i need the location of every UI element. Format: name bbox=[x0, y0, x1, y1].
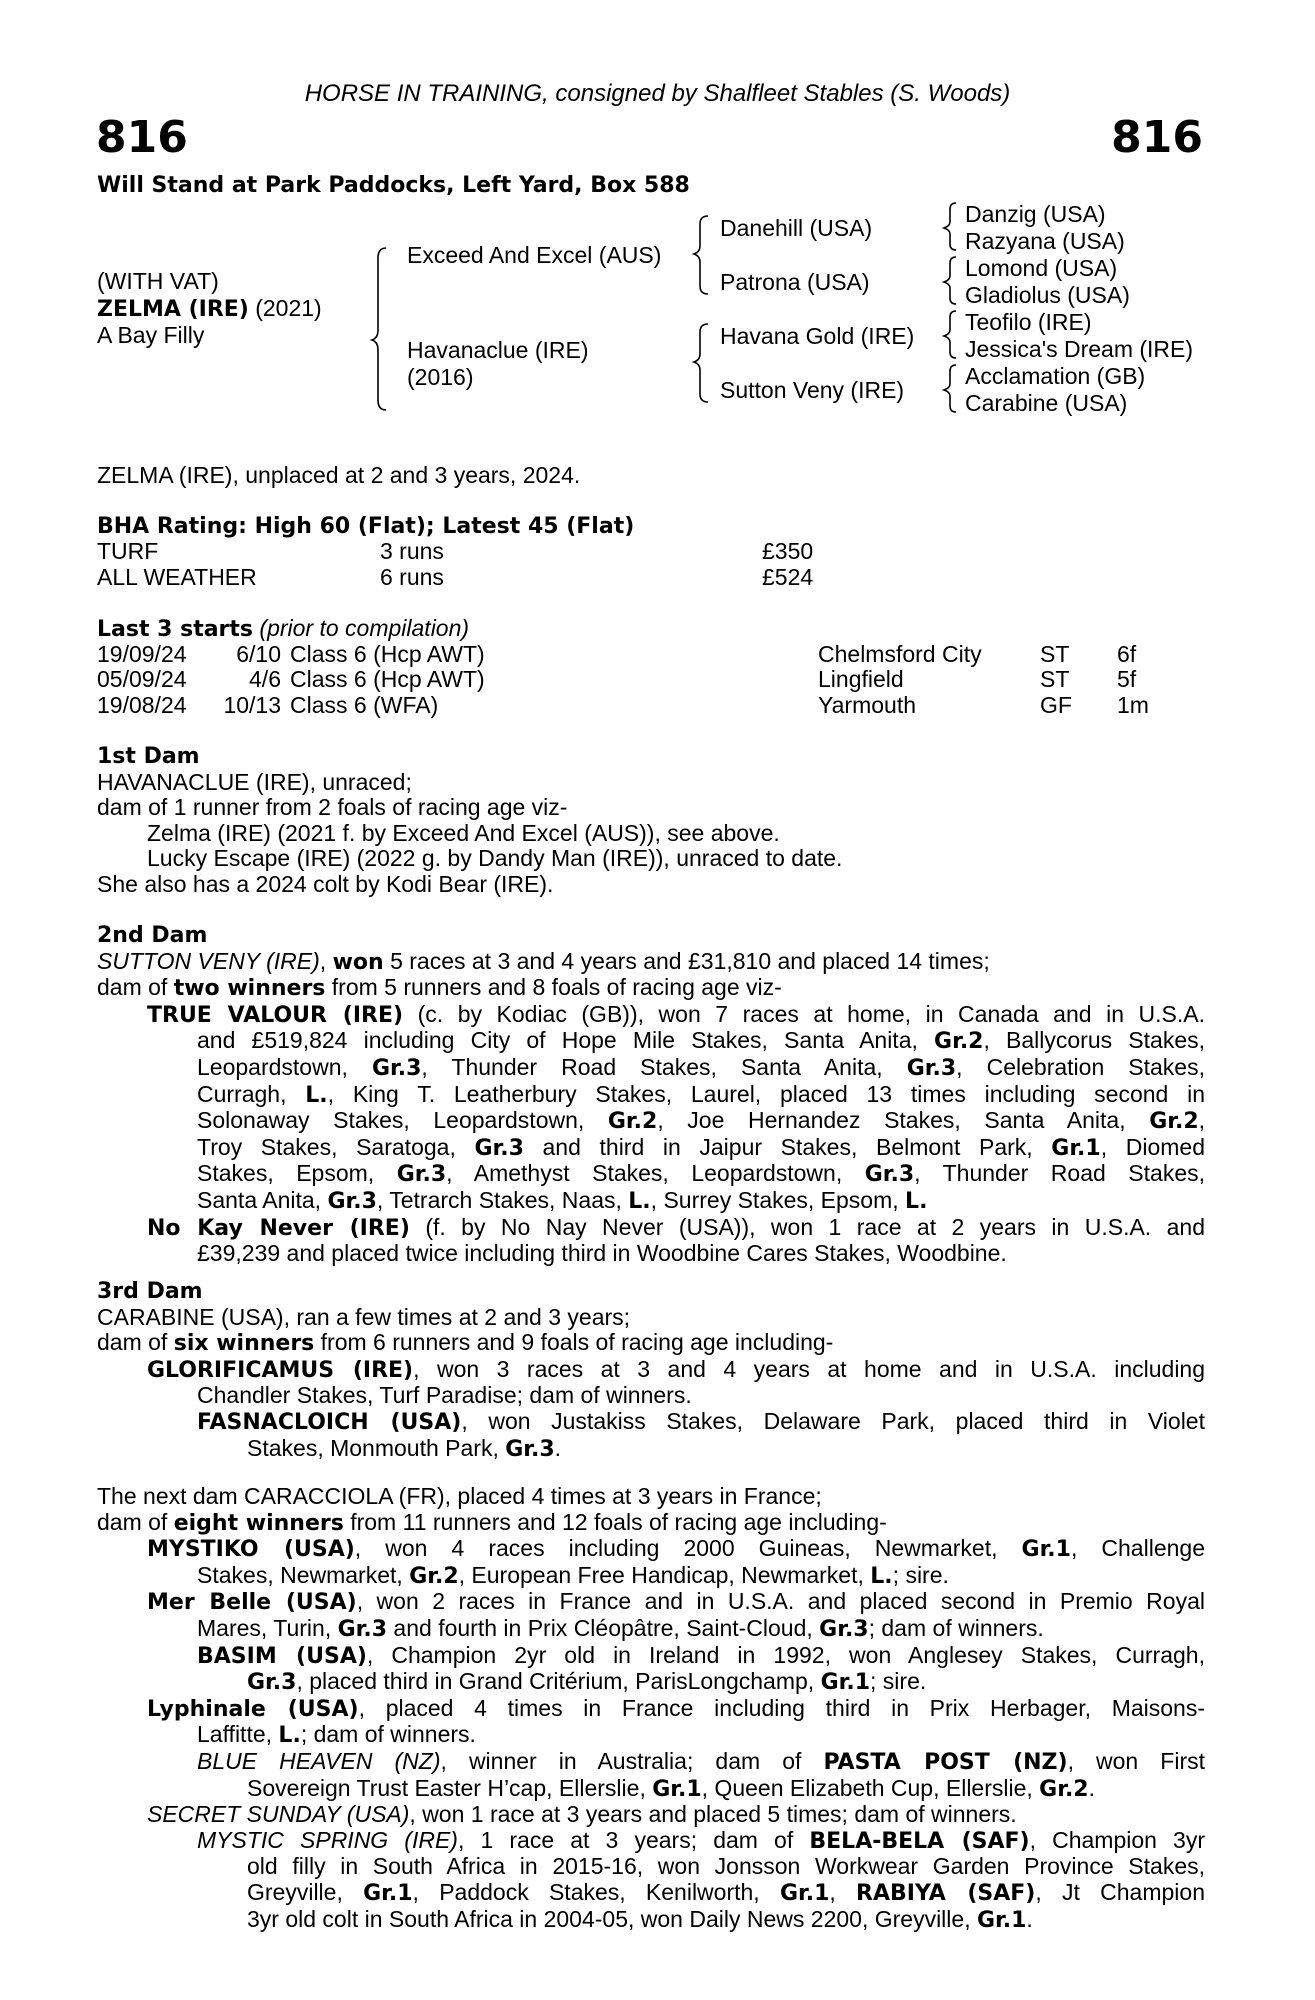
text: and £519,824 including City of Hope Mile Stakes, Santa Anita, bbox=[197, 1027, 935, 1054]
grade: Gr.3 bbox=[474, 1135, 524, 1161]
second-dam-produce-intro bbox=[97, 975, 1205, 1002]
blue-heaven-name: BLUE HEAVEN (NZ) bbox=[197, 1747, 441, 1774]
mystic-spring-line-3 bbox=[97, 1880, 1205, 1907]
blue-heaven-line-1 bbox=[97, 1749, 1205, 1776]
first-dam-produce-2: Lucky Escape (IRE) (2022 g. by Dandy Man (IRE)), unraced to date. bbox=[147, 845, 843, 872]
text: (c. by Kodiac (GB)), won 7 races at home, in Canada and in U.S.A. bbox=[403, 1000, 1205, 1027]
glorificamus-name: GLORIFICAMUS (IRE) bbox=[147, 1357, 414, 1383]
last-starts-heading-line bbox=[97, 616, 469, 643]
second-dam-won: won bbox=[332, 949, 384, 975]
start-1-race: Class 6 (Hcp AWT) bbox=[290, 641, 485, 667]
grade: Gr.3 bbox=[371, 1055, 422, 1081]
grade: Gr.1 bbox=[976, 1907, 1027, 1933]
start-2-course: Lingfield bbox=[818, 666, 904, 692]
text: , placed third in Grand Critérium, ParisLongchamp, bbox=[296, 1668, 821, 1695]
text: Stakes, Monmouth Park, bbox=[247, 1434, 506, 1461]
basim-name: BASIM (USA) bbox=[197, 1643, 367, 1669]
grade: L. bbox=[305, 1082, 328, 1108]
third-dam-heading: 3rd Dam bbox=[97, 1279, 203, 1304]
text: (f. by No Nay Never (USA)), won 1 race at 2 years in U.S.A. and bbox=[409, 1213, 1206, 1240]
rating-aw-runs: 6 runs bbox=[380, 564, 444, 590]
mystiko-name: MYSTIKO (USA) bbox=[147, 1537, 355, 1563]
text: , bbox=[1198, 1107, 1206, 1134]
mer-belle-line-2 bbox=[97, 1616, 1205, 1643]
pedigree-dam-dam: Sutton Veny (IRE) bbox=[720, 377, 905, 403]
true-valour-line-6 bbox=[97, 1135, 1205, 1162]
first-dam-produce-intro: dam of 1 runner from 2 foals of racing age viz- bbox=[97, 794, 568, 821]
text: , won Justakiss Stakes, Delaware Park, placed third in Violet bbox=[461, 1407, 1205, 1434]
pedigree-sire: Exceed And Excel (AUS) bbox=[407, 242, 662, 268]
grade: Gr.3 bbox=[505, 1436, 555, 1462]
first-dam-produce-1: Zelma (IRE) (2021 f. by Exceed And Excel (AUS)), see above. bbox=[147, 819, 780, 846]
pedigree-g4-4: Gladiolus (USA) bbox=[965, 282, 1130, 308]
grade: Gr.3 bbox=[864, 1162, 915, 1188]
mystic-spring-line-2: old filly in South Africa in 2015-16, won Jonsson Workwear Garden Province Stakes, bbox=[247, 1853, 1205, 1880]
text: Troy Stakes, Saratoga, bbox=[197, 1133, 475, 1160]
winners-count: six winners bbox=[173, 1331, 315, 1357]
grade: Gr.1 bbox=[363, 1880, 413, 1906]
text: Laffitte, bbox=[197, 1721, 279, 1748]
bha-rating-heading: BHA Rating: High 60 (Flat); Latest 45 (Flat) bbox=[97, 514, 635, 539]
start-1-position: 6/10 bbox=[236, 641, 281, 667]
text: dam of bbox=[97, 1508, 174, 1535]
second-dam-name: SUTTON VENY (IRE) bbox=[97, 947, 320, 974]
mer-belle-name: Mer Belle (USA) bbox=[147, 1590, 357, 1616]
lyphinale-line-1 bbox=[97, 1696, 1205, 1723]
pasta-post-name: PASTA POST (NZ) bbox=[823, 1749, 1068, 1775]
fasnacloich-line-1 bbox=[97, 1409, 1205, 1436]
basim-line-2 bbox=[97, 1669, 1205, 1696]
start-2-distance: 5f bbox=[1117, 666, 1137, 692]
pedigree-g4-8: Carabine (USA) bbox=[965, 390, 1128, 416]
text: . bbox=[1088, 1774, 1095, 1801]
true-valour-line-8 bbox=[97, 1188, 1205, 1215]
grade: Gr.1 bbox=[820, 1670, 871, 1696]
text: ; dam of winners. bbox=[300, 1721, 476, 1748]
rating-turf-surface: TURF bbox=[97, 538, 159, 564]
next-dam-produce-intro bbox=[97, 1510, 1205, 1537]
grade: L. bbox=[278, 1723, 301, 1749]
text: from 11 runners and 12 foals of racing age including- bbox=[343, 1508, 887, 1535]
text: 3yr old colt in South Africa in 2004-05, won Daily News 2200, Greyville, bbox=[247, 1905, 977, 1932]
pedigree-g4-2: Razyana (USA) bbox=[965, 228, 1125, 254]
text: , Jt Champion bbox=[1035, 1878, 1205, 1905]
true-valour-line-3 bbox=[97, 1055, 1205, 1082]
grade: Gr.3 bbox=[396, 1162, 447, 1188]
start-1-course: Chelmsford City bbox=[818, 641, 982, 667]
lyphinale-name: Lyphinale (USA) bbox=[147, 1696, 359, 1722]
winners-count: eight winners bbox=[173, 1510, 344, 1536]
text: , Surrey Stakes, Epsom, bbox=[650, 1186, 906, 1213]
true-valour-line-4 bbox=[97, 1082, 1205, 1109]
vat-status: (WITH VAT) bbox=[97, 268, 219, 294]
text: from 5 runners and 8 foals of racing age viz- bbox=[325, 974, 782, 1001]
mystiko-line-1 bbox=[97, 1536, 1205, 1563]
glorificamus-line-1 bbox=[97, 1357, 1205, 1384]
no-kay-never-line-1 bbox=[97, 1215, 1205, 1242]
text: and fourth in Prix Cléopâtre, Saint-Cloud, bbox=[387, 1614, 820, 1641]
grade: Gr.2 bbox=[409, 1563, 459, 1589]
first-dam-section bbox=[97, 744, 1205, 898]
rating-aw-earnings: £524 bbox=[762, 564, 814, 590]
text: dam of bbox=[97, 974, 174, 1001]
grade: Gr.2 bbox=[1039, 1776, 1089, 1802]
start-2-going: ST bbox=[1040, 666, 1070, 692]
true-valour-line-2 bbox=[97, 1028, 1205, 1055]
text: dam of bbox=[97, 1329, 174, 1356]
horse-year: (2021) bbox=[255, 295, 322, 321]
second-dam-line: SUTTON VENY (IRE), won 5 races at 3 and 4 years and £31,810 and placed 14 times; bbox=[97, 947, 990, 975]
text: . bbox=[1026, 1905, 1033, 1932]
true-valour-name: TRUE VALOUR (IRE) bbox=[147, 1002, 404, 1028]
second-dam-record: 5 races at 3 and 4 years and £31,810 and placed 14 times; bbox=[383, 947, 990, 974]
no-kay-never-name: No Kay Never (IRE) bbox=[147, 1215, 410, 1241]
text: Stakes, Newmarket, bbox=[197, 1561, 410, 1588]
text: , Queen Elizabeth Cup, Ellerslie, bbox=[701, 1774, 1040, 1801]
pedigree-sire-dam: Patrona (USA) bbox=[720, 269, 870, 295]
text: , Thunder Road Stakes, Santa Anita, bbox=[421, 1053, 907, 1080]
text: , won 2 races in France and in U.S.A. and placed second in Premio Royal bbox=[356, 1588, 1205, 1615]
third-dam-section bbox=[97, 1279, 1205, 1462]
pedigree-dam-year: (2016) bbox=[407, 364, 474, 390]
mystiko-line-2 bbox=[97, 1563, 1205, 1590]
text: , Joe Hernandez Stakes, Santa Anita, bbox=[657, 1107, 1150, 1134]
third-dam-produce-intro bbox=[97, 1330, 1205, 1357]
second-dam-heading: 2nd Dam bbox=[97, 923, 208, 948]
text: Solonaway Stakes, Leopardstown, bbox=[197, 1107, 608, 1134]
fasnacloich-line-2 bbox=[97, 1436, 1205, 1463]
text: , Tetrarch Stakes, Naas, bbox=[376, 1186, 629, 1213]
text: , Ballycorus Stakes, bbox=[983, 1027, 1206, 1054]
text: ; sire. bbox=[892, 1561, 949, 1588]
grade: Gr.3 bbox=[247, 1670, 297, 1696]
pedigree-g4-1: Danzig (USA) bbox=[965, 201, 1106, 227]
horse-description: A Bay Filly bbox=[97, 322, 205, 348]
text: from 6 runners and 9 foals of racing age including- bbox=[314, 1329, 834, 1356]
text: , Champion 2yr old in Ireland in 1992, won Anglesey Stakes, Curragh, bbox=[366, 1641, 1205, 1668]
start-2-date: 05/09/24 bbox=[97, 666, 187, 692]
text: , Champion 3yr bbox=[1029, 1826, 1206, 1853]
text: ; sire. bbox=[870, 1668, 927, 1695]
first-dam-line: HAVANACLUE (IRE), unraced; bbox=[97, 768, 412, 795]
blue-heaven-line-2 bbox=[97, 1776, 1205, 1803]
bela-bela-name: BELA-BELA (SAF) bbox=[809, 1828, 1030, 1854]
fasnacloich-name: FASNACLOICH (USA) bbox=[197, 1409, 462, 1435]
pedigree-g4-3: Lomond (USA) bbox=[965, 255, 1118, 281]
grade: Gr.1 bbox=[652, 1776, 702, 1802]
grade: Gr.2 bbox=[934, 1029, 984, 1055]
basim-line-1 bbox=[97, 1643, 1205, 1670]
mystic-spring-line-1 bbox=[97, 1828, 1205, 1855]
grade: Gr.2 bbox=[607, 1109, 658, 1135]
next-dam-line: The next dam CARACCIOLA (FR), placed 4 times at 3 years in France; bbox=[97, 1483, 822, 1509]
text: Mares, Turin, bbox=[197, 1614, 338, 1641]
text: , 1 race at 3 years; dam of bbox=[457, 1826, 810, 1853]
text: Curragh, bbox=[197, 1080, 306, 1107]
rating-turf-earnings: £350 bbox=[762, 538, 814, 564]
grade: Gr.1 bbox=[1051, 1135, 1101, 1161]
lot-number-left: 816 bbox=[96, 112, 188, 163]
grade: Gr.3 bbox=[337, 1616, 388, 1642]
last-starts-note: (prior to compilation) bbox=[259, 615, 470, 641]
text: , won First bbox=[1067, 1747, 1205, 1774]
first-dam-foal-note: She also has a 2024 colt by Kodi Bear (IRE). bbox=[97, 870, 554, 897]
text: and third in Jaipur Stakes, Belmont Park, bbox=[523, 1133, 1052, 1160]
start-2-position: 4/6 bbox=[249, 666, 281, 692]
start-3-going: GF bbox=[1040, 692, 1072, 718]
pedigree-g4-5: Teofilo (IRE) bbox=[965, 309, 1092, 335]
start-3-race: Class 6 (WFA) bbox=[290, 692, 439, 718]
second-dam-section bbox=[97, 923, 1205, 1267]
third-dam-line: CARABINE (USA), ran a few times at 2 and 3 years; bbox=[97, 1303, 631, 1330]
race-summary: ZELMA (IRE), unplaced at 2 and 3 years, 2024. bbox=[97, 462, 581, 488]
winners-count: two winners bbox=[173, 976, 326, 1002]
lyphinale-line-2 bbox=[97, 1722, 1205, 1749]
grade: Gr.3 bbox=[327, 1188, 377, 1214]
text: , Thunder Road Stakes, bbox=[914, 1160, 1205, 1187]
text: ; dam of winners. bbox=[868, 1614, 1044, 1641]
grade: L. bbox=[628, 1188, 651, 1214]
start-3-distance: 1m bbox=[1117, 692, 1149, 718]
grade: Gr.1 bbox=[1021, 1537, 1071, 1563]
grade: Gr.2 bbox=[1149, 1109, 1199, 1135]
pedigree-g4-6: Jessica's Dream (IRE) bbox=[965, 336, 1194, 362]
secret-sunday-line bbox=[97, 1802, 1205, 1828]
grade: Gr.1 bbox=[779, 1880, 830, 1906]
text: , winner in Australia; dam of bbox=[440, 1747, 824, 1774]
text: Greyville, bbox=[247, 1878, 364, 1905]
pedigree-dam: Havanaclue (IRE) bbox=[407, 337, 589, 363]
text: Stakes, Epsom, bbox=[197, 1160, 397, 1187]
start-3-date: 19/08/24 bbox=[97, 692, 187, 718]
text: , Challenge bbox=[1070, 1535, 1205, 1562]
start-1-going: ST bbox=[1040, 641, 1070, 667]
horse-name: ZELMA (IRE) bbox=[97, 297, 249, 322]
rabiya-name: RABIYA (SAF) bbox=[856, 1880, 1036, 1906]
text: Santa Anita, bbox=[197, 1186, 328, 1213]
next-dam-section bbox=[97, 1484, 1205, 1933]
stand-location: Will Stand at Park Paddocks, Left Yard, Box 588 bbox=[97, 173, 690, 198]
true-valour-line-7 bbox=[97, 1161, 1205, 1188]
mer-belle-line-1 bbox=[97, 1589, 1205, 1616]
text: , Paddock Stakes, Kenilworth, bbox=[412, 1878, 780, 1905]
text: , won 3 races at 3 and 4 years at home and in U.S.A. including bbox=[413, 1355, 1206, 1382]
first-dam-heading: 1st Dam bbox=[97, 744, 200, 769]
start-3-position: 10/13 bbox=[223, 692, 281, 718]
text: , won 1 race at 3 years and placed 5 times; dam of winners. bbox=[409, 1801, 1017, 1828]
secret-sunday-name: SECRET SUNDAY (USA) bbox=[147, 1801, 410, 1828]
glorificamus-line-2: Chandler Stakes, Turf Paradise; dam of winners. bbox=[197, 1382, 692, 1409]
pedigree-dam-sire: Havana Gold (IRE) bbox=[720, 323, 915, 349]
lot-number-right: 816 bbox=[1111, 112, 1203, 163]
last-starts-heading: Last 3 starts bbox=[97, 617, 254, 642]
text: Leopardstown, bbox=[197, 1053, 372, 1080]
consignor-heading: HORSE IN TRAINING, consigned by Shalfleet Stables (S. Woods) bbox=[304, 80, 1011, 107]
no-kay-never-line-2: £39,239 and placed twice including third in Woodbine Cares Stakes, Woodbine. bbox=[197, 1240, 1007, 1267]
text: , Celebration Stakes, bbox=[956, 1053, 1205, 1080]
text: Sovereign Trust Easter H’cap, Ellerslie, bbox=[247, 1774, 653, 1801]
start-2-race: Class 6 (Hcp AWT) bbox=[290, 666, 485, 692]
text: , Amethyst Stakes, Leopardstown, bbox=[446, 1160, 865, 1187]
text: . bbox=[554, 1434, 562, 1461]
start-1-date: 19/09/24 bbox=[97, 641, 187, 667]
text: , won 4 races including 2000 Guineas, Newmarket, bbox=[354, 1535, 1022, 1562]
mystic-spring-line-4 bbox=[97, 1907, 1205, 1934]
pedigree-g4-7: Acclamation (GB) bbox=[965, 363, 1146, 389]
text: , European Free Handicap, Newmarket, bbox=[458, 1561, 871, 1588]
grade: L. bbox=[870, 1563, 893, 1589]
start-1-distance: 6f bbox=[1117, 641, 1137, 667]
mystic-spring-name: MYSTIC SPRING (IRE) bbox=[197, 1826, 458, 1853]
text: , bbox=[829, 1878, 857, 1905]
rating-turf-runs: 3 runs bbox=[380, 538, 444, 564]
pedigree-sire-sire: Danehill (USA) bbox=[720, 215, 873, 241]
rating-aw-surface: ALL WEATHER bbox=[97, 564, 257, 590]
text: , King T. Leatherbury Stakes, Laurel, placed 13 times including second in bbox=[327, 1080, 1205, 1107]
true-valour-line-5 bbox=[97, 1108, 1205, 1135]
start-3-course: Yarmouth bbox=[818, 692, 917, 718]
grade: Gr.3 bbox=[819, 1616, 869, 1642]
true-valour-line-1 bbox=[97, 1002, 1205, 1029]
grade: Gr.3 bbox=[906, 1055, 957, 1081]
text: , placed 4 times in France including third in Prix Herbager, Maisons- bbox=[358, 1694, 1205, 1721]
grade: L. bbox=[905, 1188, 928, 1214]
text: , Diomed bbox=[1100, 1133, 1205, 1160]
